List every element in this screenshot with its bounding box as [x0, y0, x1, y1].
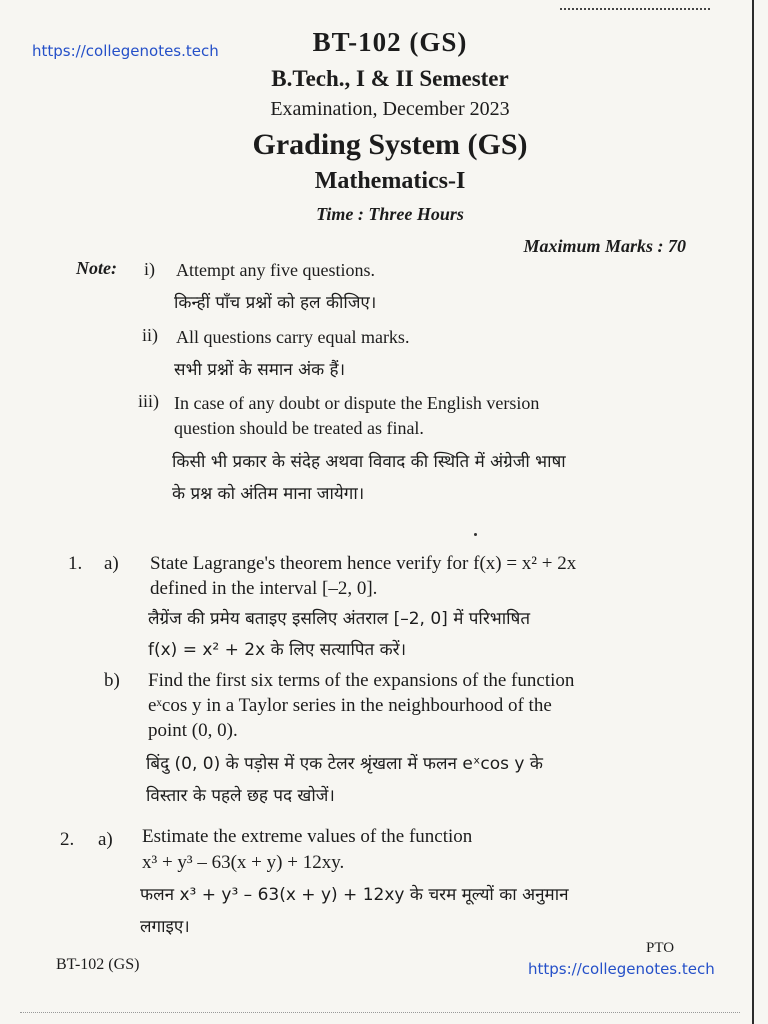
question-1b-hi-1: बिंदु (0, 0) के पड़ोस में एक टेलर श्रृंखला में फलन eˣcos y के [146, 754, 543, 774]
question-1b-label: b) [104, 670, 120, 691]
note-2-en: All questions carry equal marks. [176, 327, 410, 347]
question-2-number: 2. [60, 829, 75, 850]
question-2a-hi-1: फलन x³ + y³ – 63(x + y) + 12xy के चरम मूल्यों का अनुमान [140, 885, 569, 905]
note-num-3: iii) [138, 391, 159, 411]
question-1a-label: a) [104, 553, 119, 574]
watermark-url-top[interactable]: https://collegenotes.tech [32, 42, 219, 60]
course-title: B.Tech., I & II Semester [271, 66, 509, 91]
note-1-en: Attempt any five questions. [176, 260, 375, 280]
max-marks: Maximum Marks : 70 [523, 236, 686, 256]
note-2-hi: सभी प्रश्नों के समान अंक हैं। [174, 360, 346, 380]
note-num-1: i) [144, 259, 155, 279]
exam-session: Examination, December 2023 [270, 98, 510, 120]
pto-mark: PTO [646, 940, 675, 956]
question-2a-label: a) [98, 829, 113, 850]
paper-code: BT-102 (GS) [312, 27, 468, 57]
watermark-url-bottom[interactable]: https://collegenotes.tech [528, 960, 715, 978]
question-1a-en-2: defined in the interval [–2, 0]. [150, 578, 378, 599]
question-2a-en-1: Estimate the extreme values of the function [142, 826, 473, 847]
footer-paper-code: BT-102 (GS) [56, 956, 140, 973]
question-2a-hi-2: लगाइए। [140, 917, 190, 937]
note-num-2: ii) [142, 325, 158, 345]
note-3-hi-2: के प्रश्न को अंतिम माना जायेगा। [172, 484, 365, 504]
question-1-number: 1. [68, 553, 83, 574]
note-1-hi: किन्हीं पाँच प्रश्नों को हल कीजिए। [174, 293, 377, 313]
bottom-edge [20, 1012, 740, 1017]
question-1b-en-1: Find the first six terms of the expansions of the function [148, 670, 575, 691]
question-1b-en-3: point (0, 0). [148, 720, 238, 741]
page-edge [752, 0, 754, 1024]
grading-system: Grading System (GS) [252, 128, 528, 161]
note-3-en: In case of any doubt or dispute the English version [174, 393, 540, 413]
question-1a-hi-2: f(x) = x² + 2x के लिए सत्यापित करें। [148, 640, 407, 660]
question-1a-en-1: State Lagrange's theorem hence verify for f(x) = x² + 2x [150, 553, 577, 574]
note-3-en-2: question should be treated as final. [174, 418, 424, 438]
torn-top-edge [560, 0, 710, 10]
note-3-hi-1: किसी भी प्रकार के संदेह अथवा विवाद की स्थिति में अंग्रेजी भाषा [172, 452, 566, 472]
subject-title: Mathematics-I [314, 168, 466, 194]
question-1a-hi-1: लैग्रेंज की प्रमेय बताइए इसलिए अंतराल [–2, 0] में परिभाषित [148, 609, 531, 629]
question-1b-hi-2: विस्तार के पहले छह पद खोजें। [146, 786, 335, 806]
note-label: Note: [76, 258, 117, 278]
time-allowed: Time : Three Hours [316, 204, 464, 224]
question-1b-en-2: eˣcos y in a Taylor series in the neighbourhood of the [148, 695, 552, 716]
speck [474, 533, 477, 536]
question-2a-en-2: x³ + y³ – 63(x + y) + 12xy. [142, 852, 345, 873]
